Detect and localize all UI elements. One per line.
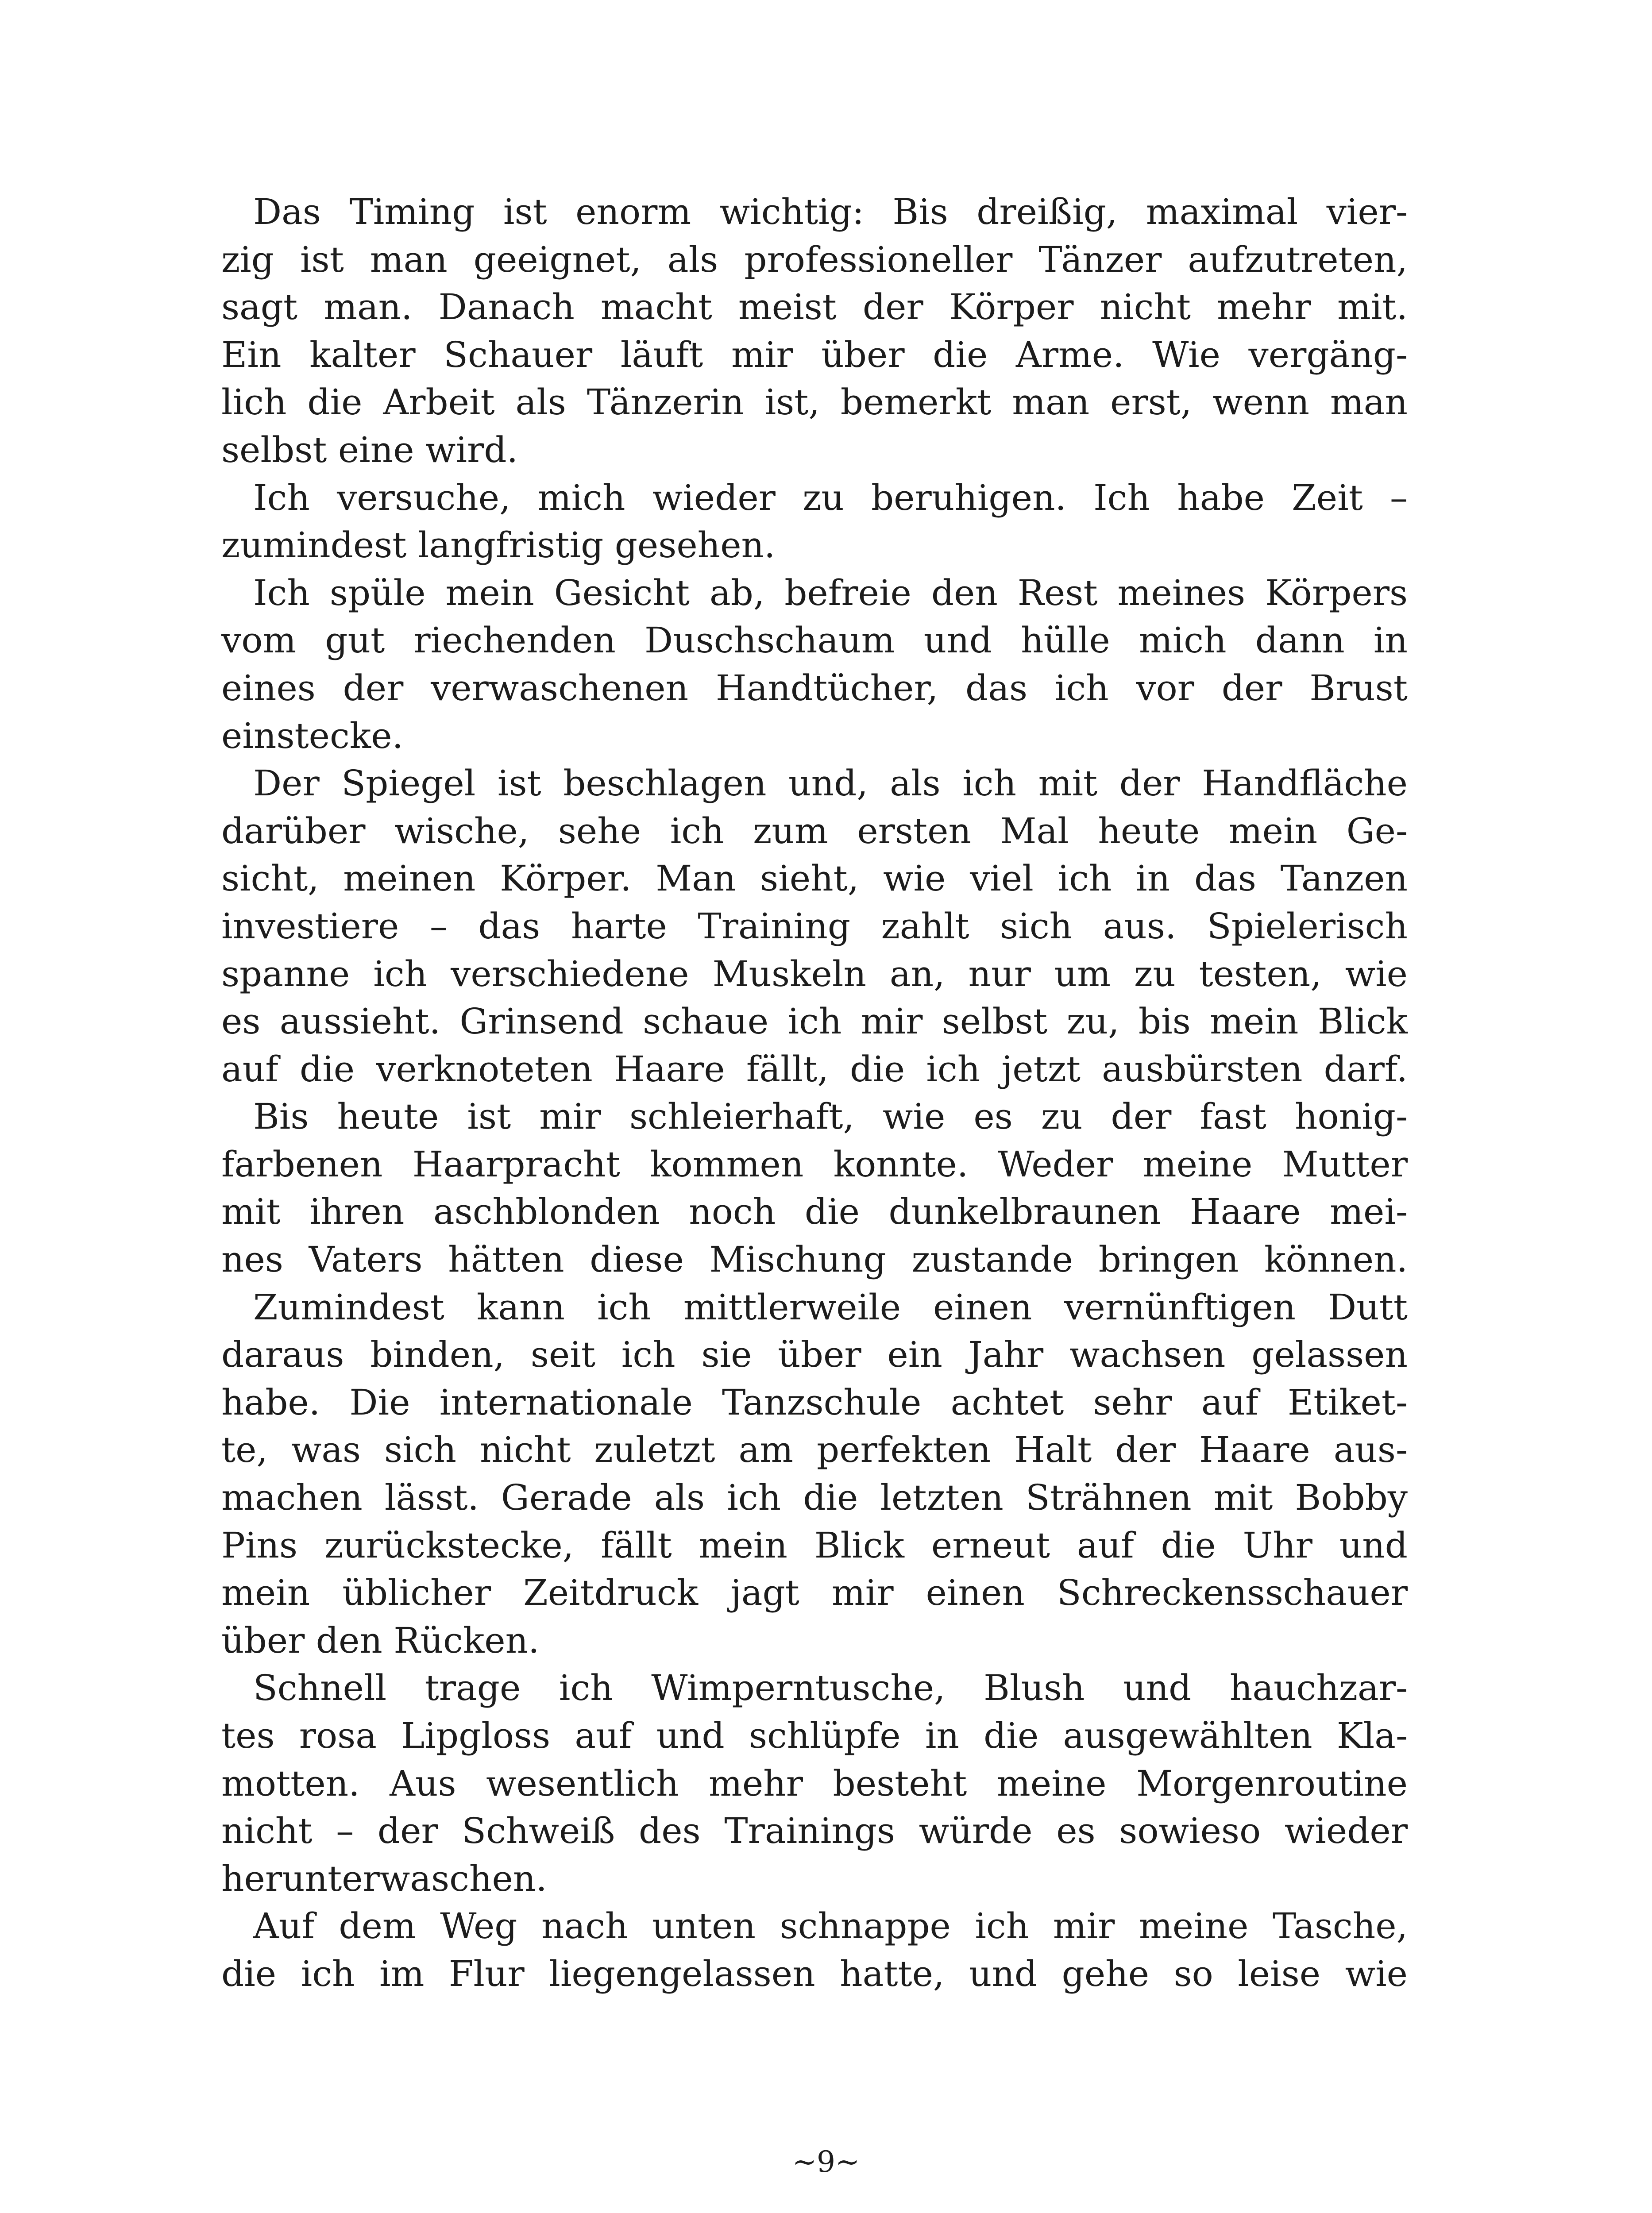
body-text: [221, 188, 1408, 1998]
text-line: über den Rücken.: [221, 1619, 540, 1661]
text-line: motten. Aus wesentlich mehr besteht meine Morgenroutine: [221, 1762, 1408, 1804]
text-line: Zumindest kann ich mittlerweile einen vernünftigen Dutt: [253, 1286, 1408, 1328]
text-line: eines der verwaschenen Handtücher, das ich vor der Brust: [221, 667, 1408, 709]
text-line: darüber wische, sehe ich zum ersten Mal heute mein Ge-: [221, 810, 1408, 852]
text-line: mein üblicher Zeitdruck jagt mir einen Schreckensschauer: [221, 1572, 1408, 1614]
text-line: habe. Die internationale Tanzschule achtet sehr auf Etiket-: [221, 1381, 1408, 1423]
text-line: Ich versuche, mich wieder zu beruhigen. Ich habe Zeit –: [253, 477, 1408, 518]
text-line: zumindest langfristig gesehen.: [221, 524, 776, 566]
text-line: investiere – das harte Training zahlt sich aus. Spielerisch: [221, 905, 1408, 947]
text-line: sagt man. Danach macht meist der Körper nicht mehr mit.: [221, 286, 1408, 328]
text-line: tes rosa Lipgloss auf und schlüpfe in die ausgewählten Kla-: [221, 1715, 1408, 1756]
text-line: zig ist man geeignet, als professioneller Tänzer aufzutreten,: [221, 239, 1408, 280]
text-line: herunterwaschen.: [221, 1858, 547, 1899]
text-line: Der Spiegel ist beschlagen und, als ich mit der Handfläche: [253, 763, 1408, 804]
text-line: mit ihren aschblonden noch die dunkelbraunen Haare mei-: [221, 1191, 1408, 1233]
text-line: auf die verknoteten Haare fällt, die ich jetzt ausbürsten darf.: [221, 1048, 1408, 1090]
text-line: Auf dem Weg nach unten schnappe ich mir meine Tasche,: [253, 1905, 1408, 1947]
page-number: ~9~: [792, 2145, 860, 2179]
text-line: Pins zurückstecke, fällt mein Blick erneut auf die Uhr und: [221, 1524, 1408, 1566]
text-line: nes Vaters hätten diese Mischung zustande bringen können.: [221, 1239, 1408, 1280]
text-line: nicht – der Schweiß des Trainings würde es sowieso wieder: [221, 1810, 1408, 1852]
text-line: sicht, meinen Körper. Man sieht, wie viel ich in das Tanzen: [221, 858, 1408, 899]
text-line: es aussieht. Grinsend schaue ich mir selbst zu, bis mein Blick: [221, 1001, 1408, 1042]
text-line: lich die Arbeit als Tänzerin ist, bemerkt man erst, wenn man: [221, 382, 1408, 423]
text-line: Schnell trage ich Wimperntusche, Blush und hauchzar-: [253, 1667, 1408, 1709]
text-line: daraus binden, seit ich sie über ein Jahr wachsen gelassen: [221, 1334, 1408, 1376]
text-line: te, was sich nicht zuletzt am perfekten Halt der Haare aus-: [221, 1429, 1408, 1471]
text-line: farbenen Haarpracht kommen konnte. Weder meine Mutter: [221, 1143, 1408, 1185]
text-line: einstecke.: [221, 715, 404, 756]
text-line: vom gut riechenden Duschschaum und hülle mich dann in: [221, 620, 1408, 661]
text-line: die ich im Flur liegengelassen hatte, und gehe so leise wie: [221, 1953, 1408, 1994]
text-line: Das Timing ist enorm wichtig: Bis dreißig, maximal vier-: [253, 191, 1408, 232]
text-line: machen lässt. Gerade als ich die letzten Strähnen mit Bobby: [221, 1477, 1408, 1519]
text-line: selbst eine wird.: [221, 429, 518, 470]
text-line: Bis heute ist mir schleierhaft, wie es zu der fast honig-: [253, 1096, 1408, 1137]
text-line: Ein kalter Schauer läuft mir über die Arme. Wie vergäng-: [221, 334, 1408, 375]
text-line: spanne ich verschiedene Muskeln an, nur um zu testen, wie: [221, 953, 1408, 995]
text-line: Ich spüle mein Gesicht ab, befreie den Rest meines Körpers: [253, 572, 1408, 613]
